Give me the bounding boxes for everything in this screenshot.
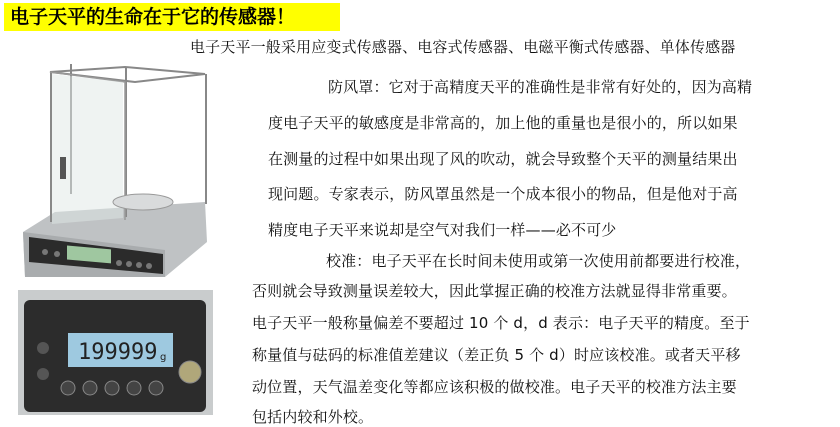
display-unit: g: [160, 352, 167, 363]
text-line-6: 精度电子天平来说却是空气对我们一样——必不可少: [268, 221, 617, 239]
text-line-5: 现问题。专家表示，防风罩虽然是一个成本很小的物品，但是他对于高: [268, 185, 738, 203]
text-line-1: 电子天平一般采用应变式传感器、电容式传感器、电磁平衡式传感器、单体传感器: [190, 38, 736, 56]
text-line-2: 防风罩：它对于高精度天平的准确性是非常有好处的，因为高精: [328, 78, 753, 96]
text-line-8: 否则就会导致测量误差较大，因此掌握正确的校准方法就显得非常重要。: [252, 282, 737, 300]
text-line-9: 电子天平一般称量偏差不要超过 10 个 d，d 表示：电子天平的精度。至于: [252, 314, 750, 332]
text-line-3: 度电子天平的敏感度是非常高的，加上他的重量也是很小的，所以如果: [268, 114, 738, 132]
balance-photo: [15, 62, 215, 282]
page-title: 电子天平的生命在于它的传感器！: [4, 3, 340, 31]
text-line-7: 校准：电子天平在长时间未使用或第一次使用前都要进行校准，: [326, 252, 751, 270]
display-readout: 199999: [78, 340, 158, 365]
display-closeup-photo: [18, 290, 213, 415]
text-line-12: 包括内较和外校。: [252, 408, 374, 426]
text-line-11: 动位置，天气温差变化等都应该积极的做校准。电子天平的校准方法主要: [252, 378, 737, 396]
text-line-4: 在测量的过程中如果出现了风的吹动，就会导致整个天平的测量结果出: [268, 150, 738, 168]
text-line-10: 称量值与砝码的标准值差建议（差正负 5 个 d）时应该校准。或者天平移: [252, 346, 741, 364]
